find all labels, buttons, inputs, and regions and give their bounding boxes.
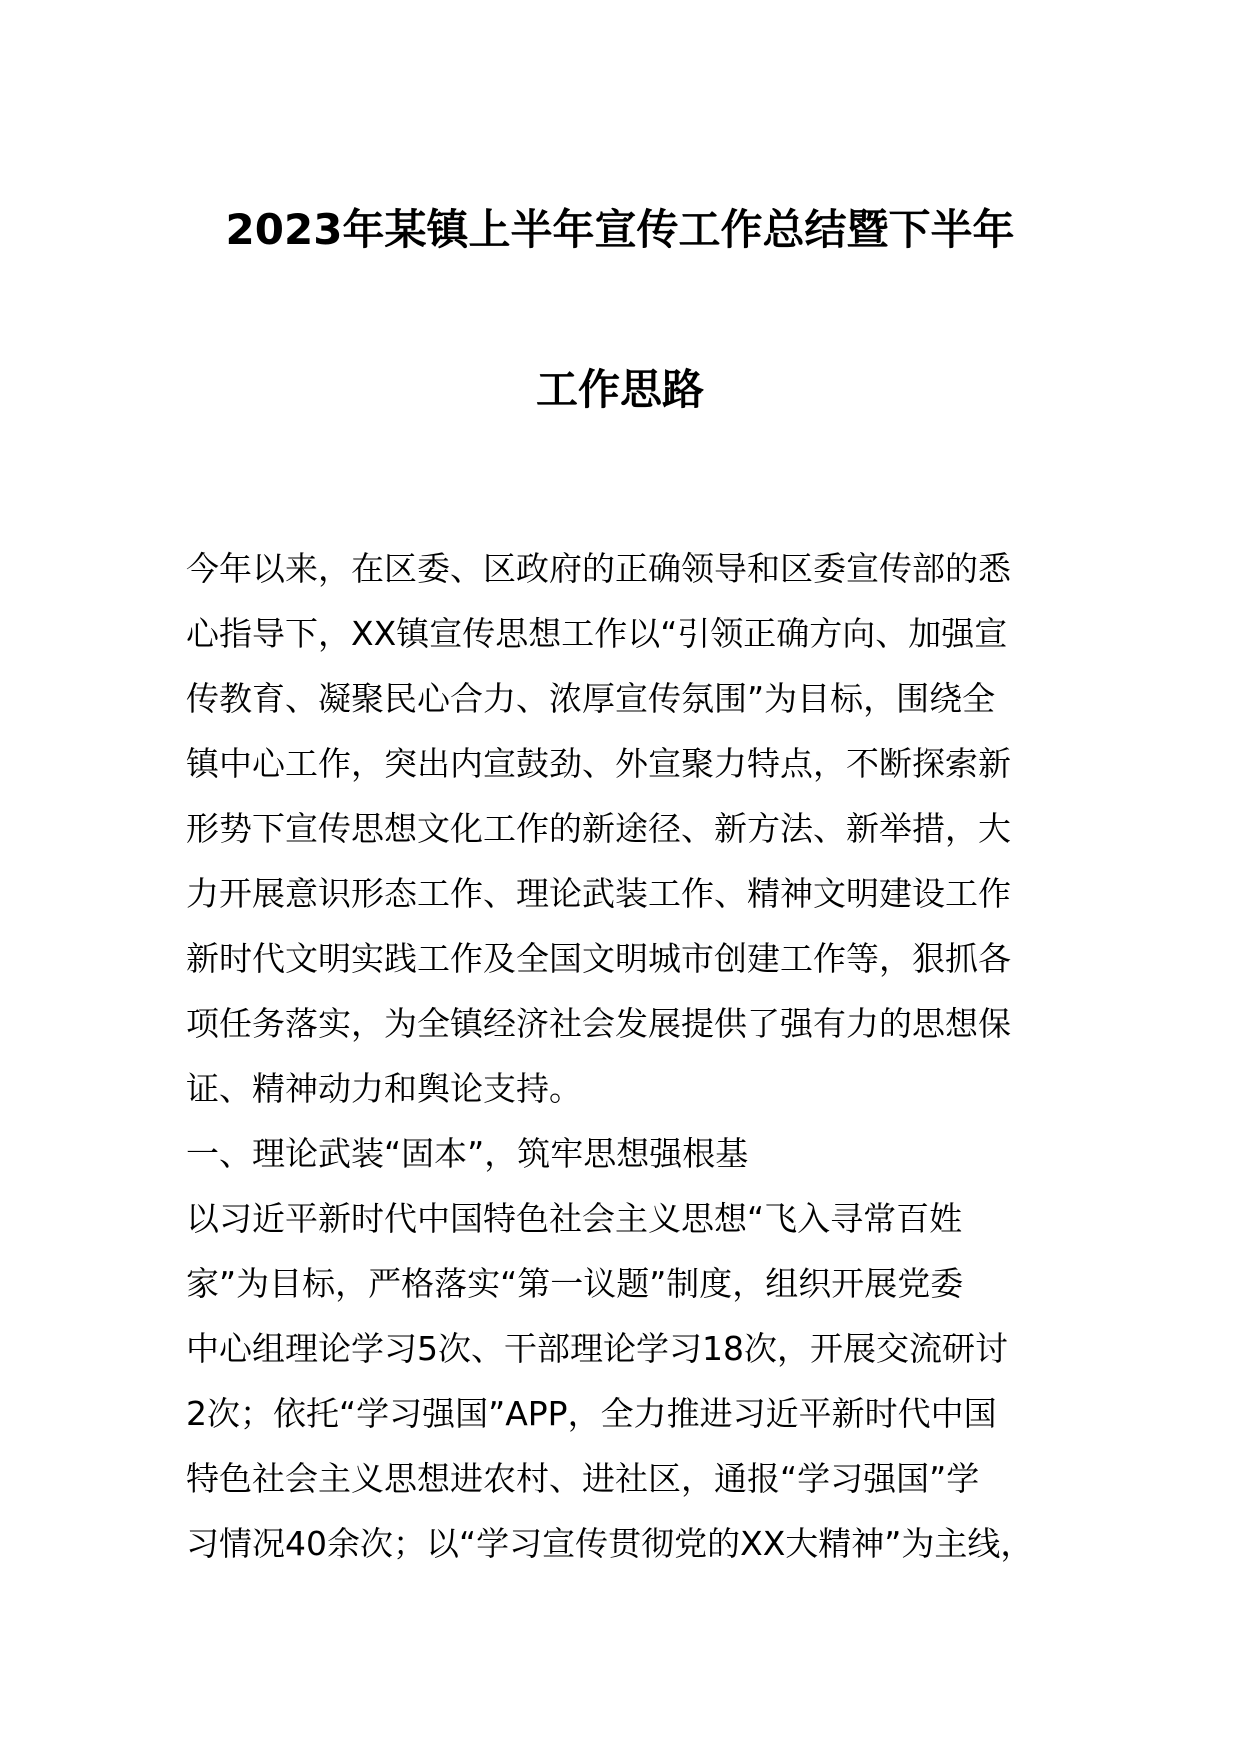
paragraph-line: 中心组理论学习5次、干部理论学习18次，开展交流研讨 bbox=[186, 1329, 1008, 1368]
paragraph-line: 2次；依托“学习强国”APP，全力推进习近平新时代中国 bbox=[186, 1394, 997, 1433]
paragraph-line: 家”为目标，严格落实“第一议题”制度，组织开展党委 bbox=[186, 1264, 964, 1303]
paragraph-line: 今年以来，在区委、区政府的正确领导和区委宣传部的悉 bbox=[186, 549, 1011, 588]
paragraph-line: 力开展意识形态工作、理论武装工作、精神文明建设工作 bbox=[186, 874, 1011, 913]
document-title-line-1: 2023年某镇上半年宣传工作总结暨下半年 bbox=[225, 205, 1015, 254]
paragraph-line: 以习近平新时代中国特色社会主义思想“飞入寻常百姓 bbox=[186, 1199, 963, 1238]
paragraph-line: 心指导下，XX镇宣传思想工作以“引领正确方向、加强宣 bbox=[186, 614, 1008, 653]
paragraph-line: 项任务落实，为全镇经济社会发展提供了强有力的思想保 bbox=[186, 1004, 1011, 1043]
section-heading: 一、理论武装“固本”，筑牢思想强根基 bbox=[186, 1134, 749, 1173]
paragraph-line: 传教育、凝聚民心合力、浓厚宣传氛围”为目标，围绕全 bbox=[186, 679, 996, 718]
paragraph-line: 证、精神动力和舆论支持。 bbox=[186, 1069, 582, 1108]
paragraph-line: 形势下宣传思想文化工作的新途径、新方法、新举措，大 bbox=[186, 809, 1011, 848]
paragraph-line: 特色社会主义思想进农村、进社区，通报“学习强国”学 bbox=[186, 1459, 980, 1498]
paragraph-line: 新时代文明实践工作及全国文明城市创建工作等，狠抓各 bbox=[186, 939, 1011, 978]
paragraph-line: 镇中心工作，突出内宣鼓劲、外宣聚力特点，不断探索新 bbox=[186, 744, 1011, 783]
document-title-line-2: 工作思路 bbox=[535, 365, 704, 414]
paragraph-line: 习情况40余次；以“学习宣传贯彻党的XX大精神”为主线， bbox=[186, 1524, 1034, 1563]
document-body bbox=[186, 536, 1086, 1576]
